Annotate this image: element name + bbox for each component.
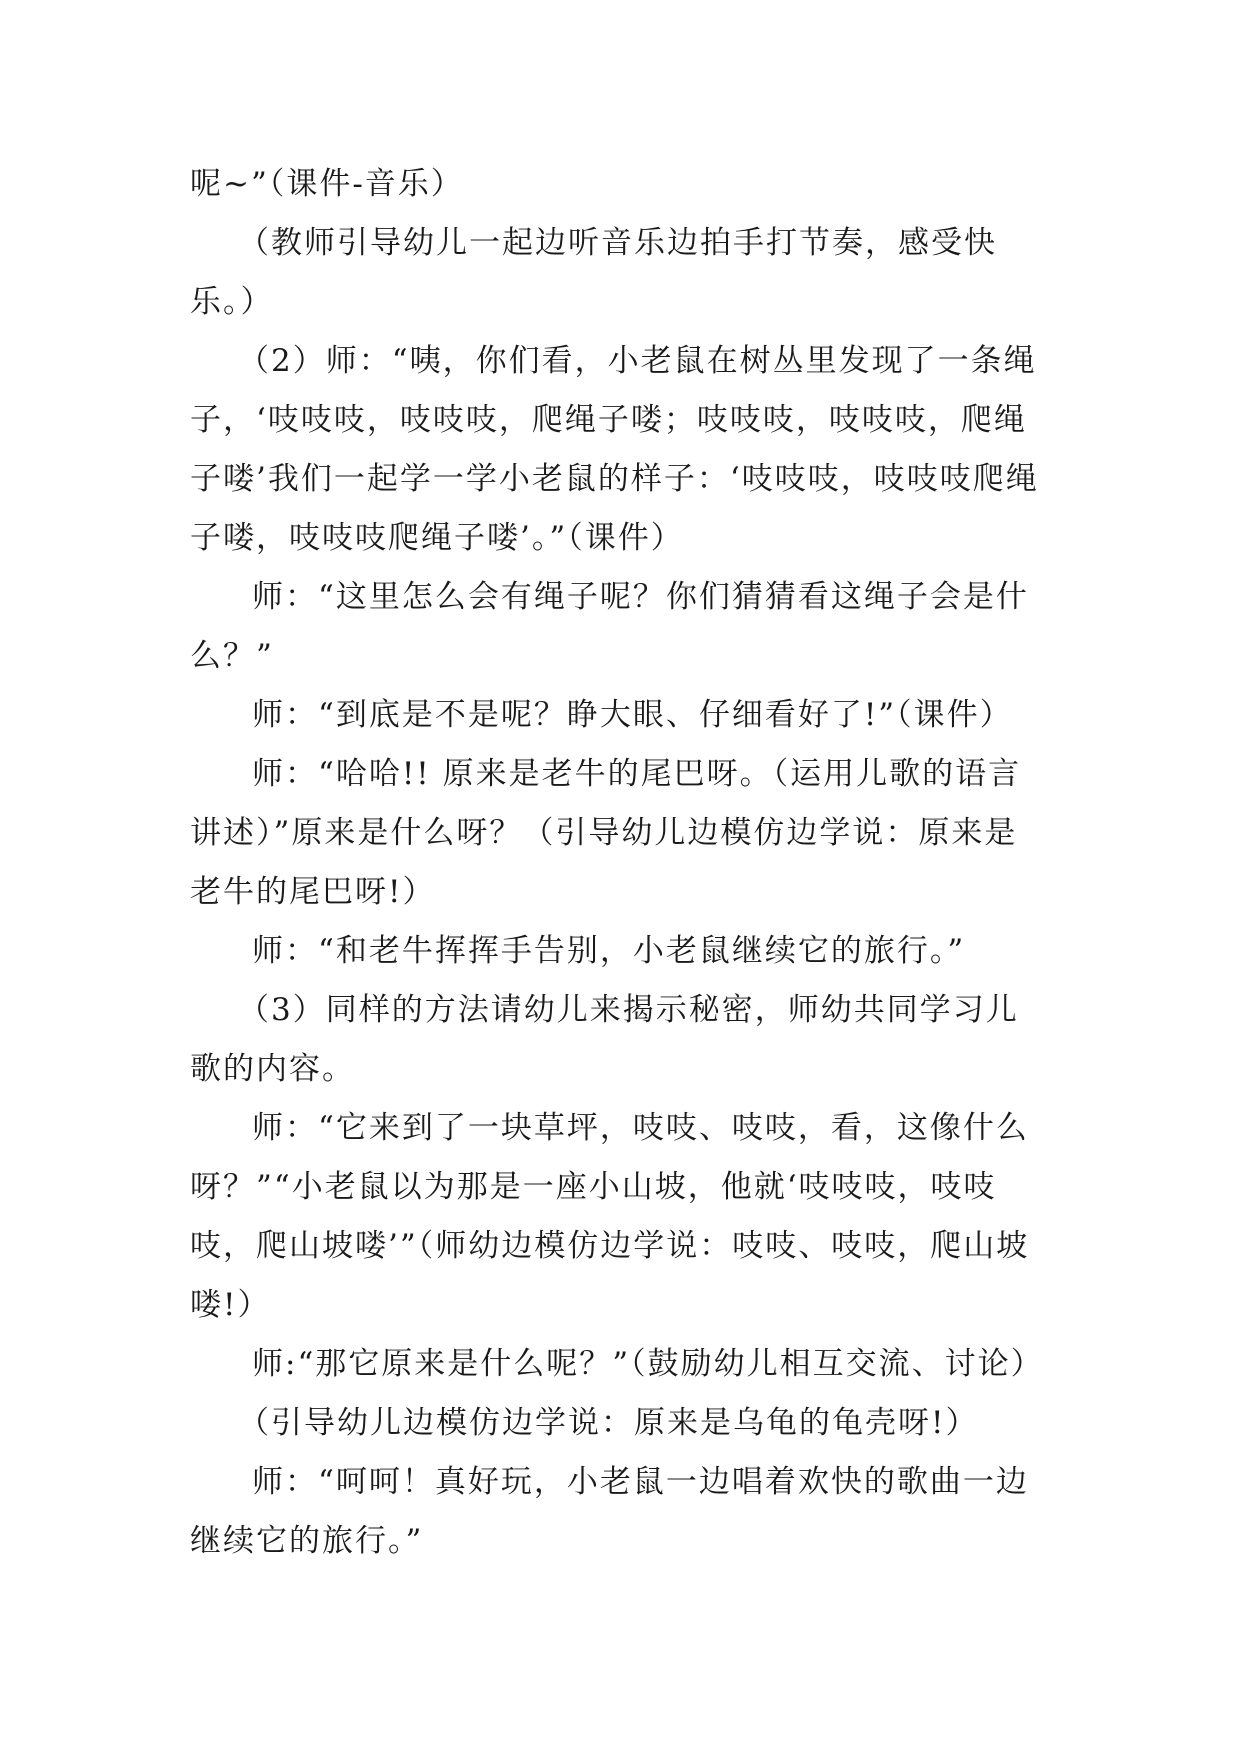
paragraph: 师：“呵呵！真好玩，小老鼠一边唱着欢快的歌曲一边继续它的旅行。” <box>190 1464 1029 1559</box>
paragraph: （3）同样的方法请幼儿来揭示秘密，师幼共同学习儿歌的内容。 <box>190 992 1019 1087</box>
paragraph: 师：“这里怎么会有绳子呢？你们猜猜看这绳子会是什么？” <box>190 579 1029 674</box>
paragraph: （引导幼儿边模仿边学说：原来是乌龟的龟壳呀!） <box>238 1405 979 1441</box>
paragraph: 呢~”（课件-音乐） <box>190 166 464 202</box>
paragraph: 师:“那它原来是什么呢？”（鼓励幼儿相互交流、讨论） <box>252 1346 1044 1382</box>
paragraph: 师：“它来到了一块草坪，吱吱、吱吱，看，这像什么呀？”“小老鼠以为那是一座小山坡，他就‘吱吱吱，吱吱吱，爬山坡喽’”（师幼边模仿边学说：吱吱、吱吱，爬山坡喽!） <box>190 1110 1030 1323</box>
document-body <box>190 155 1050 1571</box>
paragraph: （教师引导幼儿一起边听音乐边拍手打节奏，感受快乐。） <box>190 225 997 320</box>
paragraph: 师：“哈哈!! 原来是老牛的尾巴呀。（运用儿歌的语言讲述）”原来是什么呀？（引导幼儿边模仿边学说：原来是老牛的尾巴呀!） <box>190 756 1022 910</box>
paragraph: 师：“和老牛挥挥手告别，小老鼠继续它的旅行。” <box>252 933 966 969</box>
paragraph: （2）师：“咦，你们看，小老鼠在树丛里发现了一条绳子，‘吱吱吱，吱吱吱，爬绳子喽；吱吱吱，吱吱吱，爬绳子喽’我们一起学一学小老鼠的样子：‘吱吱吱，吱吱吱爬绳子喽，吱吱吱爬绳子喽’。”（课件） <box>190 343 1039 556</box>
paragraph: 师：“到底是不是呢？睁大眼、仔细看好了!”（课件） <box>252 697 1013 733</box>
